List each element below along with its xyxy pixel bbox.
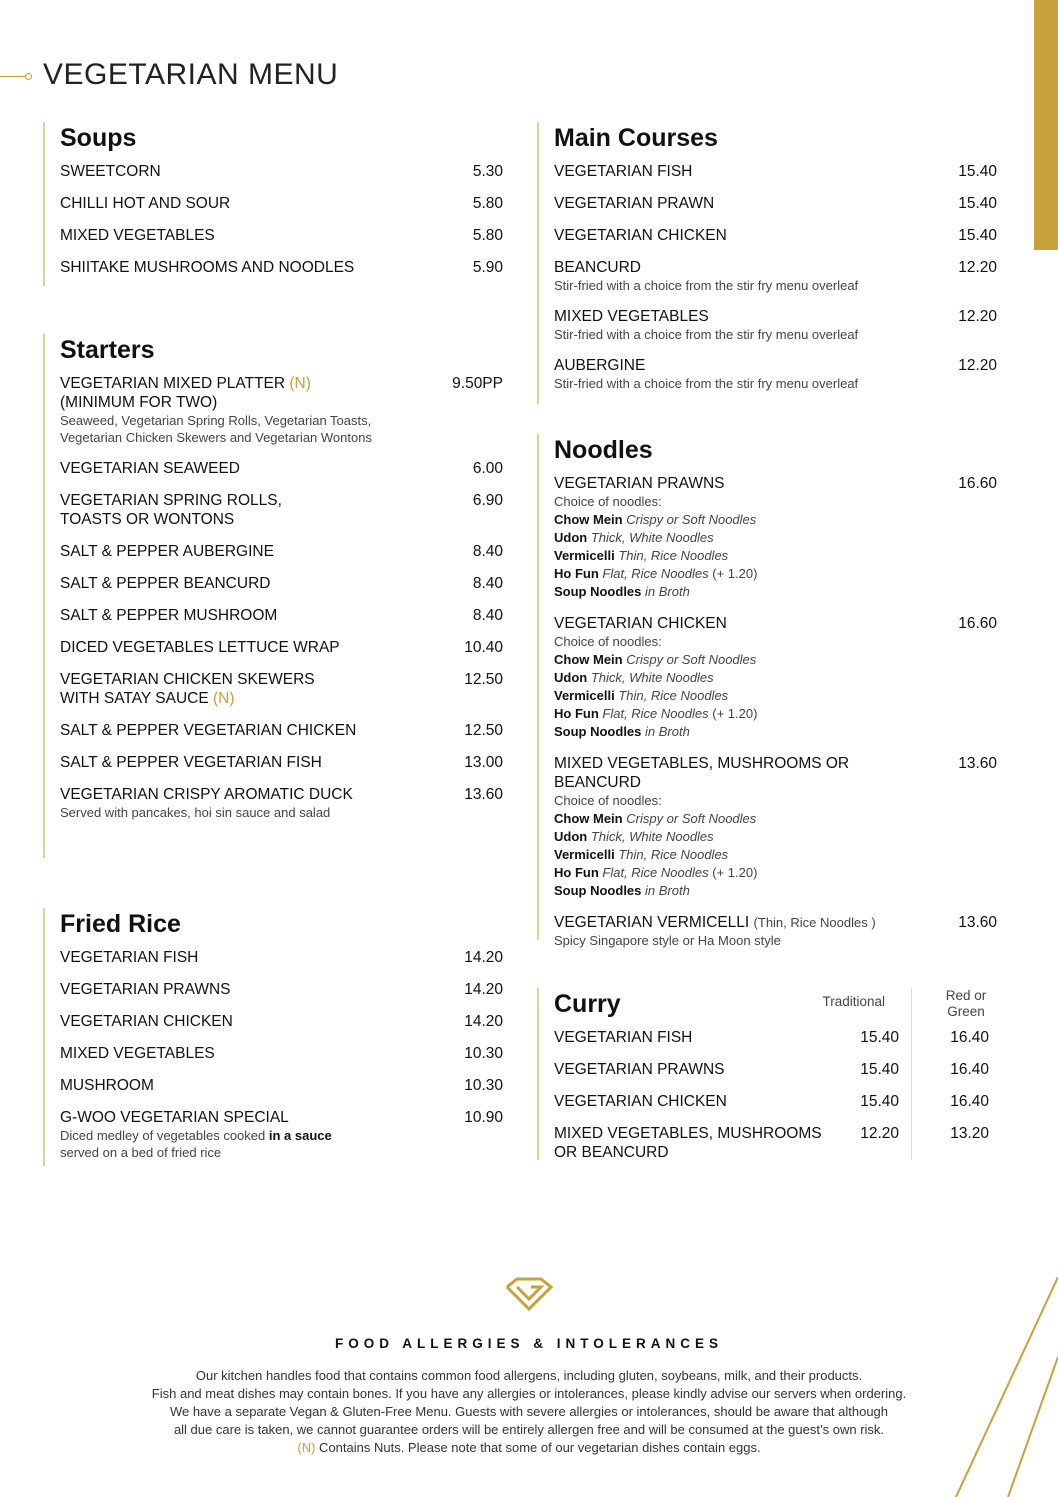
item-name: MIXED VEGETABLES, MUSHROOMS OR BEANCURD <box>554 755 850 791</box>
item-name: VEGETARIAN CHICKEN <box>60 1013 233 1030</box>
item-description: Stir-fried with a choice from the stir fry menu overleaf <box>554 376 859 391</box>
item-name: SWEETCORN <box>60 163 161 180</box>
title-rule <box>0 76 26 77</box>
menu-item <box>60 194 503 213</box>
noodle-option: Chow Mein Crispy or Soft Noodles <box>554 811 757 826</box>
item-name: VEGETARIAN CHICKEN <box>554 615 727 632</box>
menu-item <box>60 721 503 740</box>
item-price: 13.60 <box>958 755 997 772</box>
noodle-option: Ho Fun Flat, Rice Noodles (+ 1.20) <box>554 865 758 880</box>
noodle-option: Chow Mein Crispy or Soft Noodles <box>554 652 757 667</box>
price-red-green: 16.40 <box>950 1029 989 1046</box>
item-description: Diced medley of vegetables cooked <box>60 1128 266 1143</box>
noodle-option: Vermicelli Thin, Rice Noodles <box>554 688 729 703</box>
noodle-choice-label: Choice of noodles: <box>554 634 662 649</box>
item-price: 16.60 <box>958 615 997 632</box>
nut-marker: (N) <box>297 1440 316 1455</box>
item-price: 5.80 <box>472 195 503 212</box>
item-price: 12.20 <box>958 259 997 276</box>
item-price: 14.20 <box>464 981 503 998</box>
item-name: SALT & PEPPER MUSHROOM <box>60 607 278 624</box>
noodle-option: Chow Mein Crispy or Soft Noodles <box>554 512 757 527</box>
item-price: 12.20 <box>958 357 997 374</box>
footer-line: Fish and meat dishes may contain bones. If you have any allergies or intolerances, please kindly advise our servers when ordering. <box>151 1386 907 1401</box>
item-name: SHIITAKE MUSHROOMS AND NOODLES <box>60 259 355 276</box>
item-price: 14.20 <box>464 949 503 966</box>
menu-item <box>60 574 503 593</box>
item-name-line2: OR BEANCURD <box>554 1144 669 1161</box>
item-price: 9.50PP <box>452 375 503 392</box>
item-price: 10.30 <box>464 1045 503 1062</box>
footer-line: all due care is taken, we cannot guarantee orders will be entirely allergen free and will be consumed at the guest’s own risk. <box>173 1422 885 1437</box>
section-fried-rice <box>43 908 503 1166</box>
item-price: 14.20 <box>464 1013 503 1030</box>
noodle-option: Vermicelli Thin, Rice Noodles <box>554 847 729 862</box>
decorative-gold-lines <box>948 1277 1058 1497</box>
noodle-option: Ho Fun Flat, Rice Noodles (+ 1.20) <box>554 566 758 581</box>
item-note: (Thin, Rice Noodles ) <box>753 915 876 930</box>
nut-marker: (N) <box>213 690 235 707</box>
item-price: 10.40 <box>464 639 503 656</box>
noodle-option: Udon Thick, White Noodles <box>554 670 714 685</box>
item-name: CHILLI HOT AND SOUR <box>60 195 231 212</box>
item-price: 13.00 <box>464 754 503 771</box>
item-name: G-WOO VEGETARIAN SPECIAL <box>60 1109 289 1126</box>
item-name: VEGETARIAN FISH <box>554 163 693 180</box>
item-name-line2: WITH SATAY SAUCE <box>60 690 209 707</box>
item-description-bold: in a sauce <box>268 1128 332 1143</box>
item-name: MIXED VEGETABLES <box>554 308 709 325</box>
section-curry <box>537 988 997 1160</box>
noodle-option: Udon Thick, White Noodles <box>554 530 714 545</box>
item-price: 12.20 <box>958 308 997 325</box>
nut-marker: (N) <box>289 375 311 392</box>
noodle-choice-label: Choice of noodles: <box>554 793 662 808</box>
menu-item <box>60 753 503 772</box>
menu-item <box>60 638 503 657</box>
item-name: MUSHROOM <box>60 1077 154 1094</box>
curry-header <box>554 988 997 1028</box>
menu-item <box>60 542 503 561</box>
price-red-green: 13.20 <box>950 1125 989 1142</box>
menu-item <box>554 1124 997 1162</box>
item-price: 5.30 <box>472 163 503 180</box>
price-traditional: 15.40 <box>860 1093 899 1110</box>
menu-item <box>60 1044 503 1063</box>
footer-line: Our kitchen handles food that contains common food allergens, including gluten, soybeans, milk, and their products. <box>195 1368 863 1383</box>
section-noodles <box>537 434 997 948</box>
item-name: DICED VEGETABLES LETTUCE WRAP <box>60 639 340 656</box>
item-name: BEANCURD <box>554 259 641 276</box>
noodle-option: Udon Thick, White Noodles <box>554 829 714 844</box>
item-price: 15.40 <box>958 227 997 244</box>
menu-item <box>60 1108 503 1161</box>
price-red-green: 16.40 <box>950 1061 989 1078</box>
item-name: VEGETARIAN SEAWEED <box>60 460 241 477</box>
menu-item <box>554 474 997 601</box>
footer-line: (N) Contains Nuts. Please note that some of our vegetarian dishes contain eggs. <box>297 1440 761 1455</box>
menu-item <box>60 980 503 999</box>
item-name: SALT & PEPPER AUBERGINE <box>60 543 274 560</box>
noodle-option: Soup Noodles in Broth <box>554 724 690 739</box>
gold-side-tab <box>1034 0 1058 250</box>
item-description: Stir-fried with a choice from the stir fry menu overleaf <box>554 278 859 293</box>
item-price: 15.40 <box>958 163 997 180</box>
item-price: 8.40 <box>472 575 503 592</box>
item-name: SALT & PEPPER VEGETARIAN CHICKEN <box>60 722 357 739</box>
item-name: VEGETARIAN FISH <box>554 1029 693 1046</box>
footer-text <box>0 1367 1058 1457</box>
menu-item <box>60 948 503 967</box>
section-title-fried-rice: Fried Rice <box>60 910 181 938</box>
menu-item <box>60 459 503 478</box>
item-name: VEGETARIAN PRAWNS <box>60 981 231 998</box>
item-description: Seaweed, Vegetarian Spring Rolls, Vegetarian Toasts, <box>60 413 372 428</box>
menu-item <box>554 258 997 294</box>
item-price: 15.40 <box>958 195 997 212</box>
item-name: SALT & PEPPER BEANCURD <box>60 575 271 592</box>
item-name: VEGETARIAN FISH <box>60 949 199 966</box>
item-price: 12.50 <box>464 722 503 739</box>
price-traditional: 15.40 <box>860 1061 899 1078</box>
item-price: 10.30 <box>464 1077 503 1094</box>
menu-item <box>60 258 503 277</box>
menu-item <box>60 374 503 446</box>
item-name-line2: TOASTS OR WONTONS <box>60 511 235 528</box>
item-name: VEGETARIAN CHICKEN SKEWERS <box>60 671 315 688</box>
item-description: Spicy Singapore style or Ha Moon style <box>554 933 781 948</box>
menu-item <box>554 754 997 900</box>
menu-item <box>554 913 997 949</box>
item-price: 13.60 <box>958 914 997 931</box>
item-description: Vegetarian Chicken Skewers and Vegetarian Wontons <box>60 430 372 445</box>
item-price: 12.50 <box>464 671 503 688</box>
title-dot <box>25 73 32 80</box>
menu-item <box>60 785 503 821</box>
item-description: served on a bed of fried rice <box>60 1145 222 1160</box>
item-price: 5.90 <box>472 259 503 276</box>
menu-item <box>60 162 503 181</box>
menu-item <box>60 491 503 529</box>
footer-heading: FOOD ALLERGIES & INTOLERANCES <box>334 1336 723 1351</box>
section-title-starters: Starters <box>60 336 155 364</box>
menu-item <box>554 194 997 213</box>
curry-column-traditional: Traditional <box>822 994 885 1009</box>
menu-item <box>60 670 503 708</box>
item-price: 5.80 <box>472 227 503 244</box>
item-name: AUBERGINE <box>554 357 646 374</box>
item-price: 8.40 <box>472 607 503 624</box>
item-description: Stir-fried with a choice from the stir fry menu overleaf <box>554 327 859 342</box>
section-title-noodles: Noodles <box>554 436 653 464</box>
item-name: VEGETARIAN CRISPY AROMATIC DUCK <box>60 786 353 803</box>
menu-item <box>554 162 997 181</box>
section-main-courses <box>537 122 997 404</box>
menu-item <box>554 307 997 343</box>
menu-item <box>554 1092 997 1111</box>
menu-item <box>554 226 997 245</box>
item-name: VEGETARIAN MIXED PLATTER <box>60 375 286 392</box>
item-name: VEGETARIAN PRAWNS <box>554 475 725 492</box>
menu-item <box>554 356 997 392</box>
item-price: 8.40 <box>472 543 503 560</box>
noodle-option: Soup Noodles in Broth <box>554 883 690 898</box>
page-title: VEGETARIAN MENU <box>43 58 339 91</box>
item-name: VEGETARIAN PRAWN <box>554 195 715 212</box>
item-name-line2: (MINIMUM FOR TWO) <box>60 394 218 411</box>
menu-item <box>554 1060 997 1079</box>
restaurant-logo-icon <box>503 1275 555 1313</box>
item-price: 10.90 <box>464 1109 503 1126</box>
section-title-curry: Curry <box>554 990 621 1018</box>
menu-item <box>60 1076 503 1095</box>
item-name: VEGETARIAN SPRING ROLLS, <box>60 492 282 509</box>
price-traditional: 12.20 <box>860 1125 899 1142</box>
item-name: VEGETARIAN CHICKEN <box>554 227 727 244</box>
item-description: Served with pancakes, hoi sin sauce and salad <box>60 805 331 820</box>
item-name: MIXED VEGETABLES <box>60 1045 215 1062</box>
section-title-soups: Soups <box>60 124 137 152</box>
section-starters <box>43 334 503 858</box>
item-name: VEGETARIAN VERMICELLI <box>554 914 750 931</box>
menu-item <box>60 606 503 625</box>
item-name: SALT & PEPPER VEGETARIAN FISH <box>60 754 322 771</box>
item-name: MIXED VEGETABLES, MUSHROOMS <box>554 1125 822 1142</box>
section-title-main-courses: Main Courses <box>554 124 718 152</box>
item-price: 6.90 <box>472 492 503 509</box>
menu-item <box>60 226 503 245</box>
allergy-footer <box>0 1275 1058 1457</box>
item-name: VEGETARIAN PRAWNS <box>554 1061 725 1078</box>
price-traditional: 15.40 <box>860 1029 899 1046</box>
footer-line: We have a separate Vegan & Gluten-Free Menu. Guests with severe allergies or intolerances, should be aware that although <box>169 1404 889 1419</box>
noodle-option: Soup Noodles in Broth <box>554 584 690 599</box>
item-price: 16.60 <box>958 475 997 492</box>
noodle-option: Ho Fun Flat, Rice Noodles (+ 1.20) <box>554 706 758 721</box>
curry-column-red-green: Red or Green <box>945 988 987 1019</box>
menu-item <box>554 614 997 741</box>
item-name: MIXED VEGETABLES <box>60 227 215 244</box>
noodle-choice-label: Choice of noodles: <box>554 494 662 509</box>
menu-item <box>60 1012 503 1031</box>
item-price: 6.00 <box>472 460 503 477</box>
noodle-option: Vermicelli Thin, Rice Noodles <box>554 548 729 563</box>
item-name: VEGETARIAN CHICKEN <box>554 1093 727 1110</box>
price-red-green: 16.40 <box>950 1093 989 1110</box>
item-price: 13.60 <box>464 786 503 803</box>
section-soups <box>43 122 503 286</box>
menu-item <box>554 1028 997 1047</box>
